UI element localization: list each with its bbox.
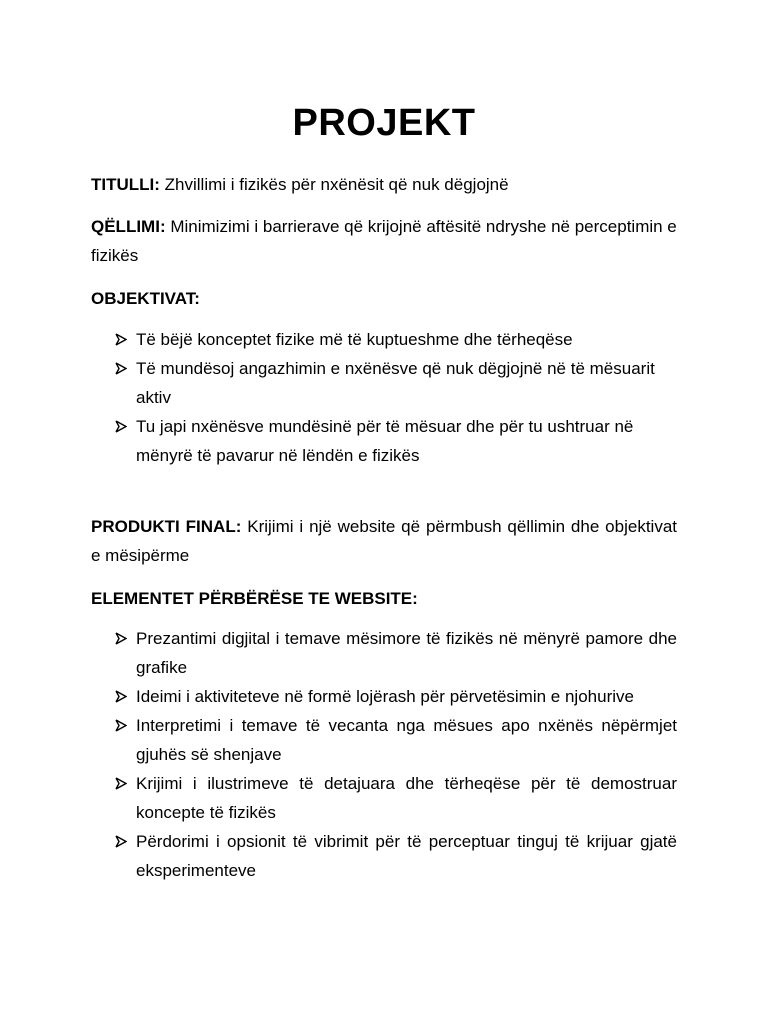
list-item	[91, 827, 677, 885]
arrow-bullet-icon	[115, 777, 127, 790]
produkti-paragraph	[91, 512, 677, 570]
elementet-list	[91, 624, 677, 885]
list-item	[91, 711, 677, 769]
objektivat-list	[91, 325, 677, 470]
elementet-item-text: Ideimi i aktiviteteve në formë lojërash për përvetësimin e njohurive	[136, 687, 634, 706]
titulli-label: TITULLI:	[91, 175, 160, 194]
elementet-item-text: Përdorimi i opsionit të vibrimit për të perceptuar tinguj të krijuar gjatë eksperimenteve	[136, 832, 677, 880]
elementet-item-text: Prezantimi digjital i temave mësimore të fizikës në mënyrë pamore dhe grafike	[136, 629, 677, 677]
elementet-item-text: Interpretimi i temave të vecanta nga mësues apo nxënës nëpërmjet gjuhës së shenjave	[136, 716, 677, 764]
qellimi-text: Minimizimi i barrierave që krijojnë aftësitë ndryshe në perceptimin e fizikës	[91, 217, 677, 265]
objektivat-item-text: Tu japi nxënësve mundësinë për të mësuar dhe për tu ushtruar në mënyrë të pavarur në lëndën e fizikës	[136, 417, 634, 465]
arrow-bullet-icon	[115, 362, 127, 375]
list-item	[91, 624, 677, 682]
page-title: PROJEKT	[292, 102, 476, 144]
titulli-text: Zhvillimi i fizikës për nxënësit që nuk dëgjojnë	[159, 175, 509, 194]
objektivat-item-text: Të mundësoj angazhimin e nxënësve që nuk dëgjojnë në të mësuarit aktiv	[136, 359, 655, 407]
titulli-paragraph	[91, 170, 677, 199]
qellimi-label: QËLLIMI:	[91, 217, 166, 236]
produkti-text: Krijimi i një website që përmbush qëllimin dhe objektivat e mësipërme	[91, 517, 677, 565]
list-item	[91, 412, 677, 470]
arrow-bullet-icon	[115, 835, 127, 848]
objektivat-heading: OBJEKTIVAT:	[91, 289, 200, 308]
list-item	[91, 354, 677, 412]
arrow-bullet-icon	[115, 420, 127, 433]
arrow-bullet-icon	[115, 333, 127, 346]
objektivat-item-text: Të bëjë konceptet fizike më të kuptueshme dhe tërheqëse	[136, 330, 573, 349]
elementet-item-text: Krijimi i ilustrimeve të detajuara dhe tërheqëse për të demostruar koncepte të fizikës	[136, 774, 677, 822]
produkti-label: PRODUKTI FINAL:	[91, 517, 242, 536]
arrow-bullet-icon	[115, 690, 127, 703]
arrow-bullet-icon	[115, 632, 127, 645]
list-item	[91, 769, 677, 827]
elementet-heading: ELEMENTET PËRBËRËSE TE WEBSITE:	[91, 589, 418, 608]
arrow-bullet-icon	[115, 719, 127, 732]
qellimi-paragraph	[91, 212, 677, 270]
list-item	[91, 682, 677, 711]
list-item	[91, 325, 677, 354]
